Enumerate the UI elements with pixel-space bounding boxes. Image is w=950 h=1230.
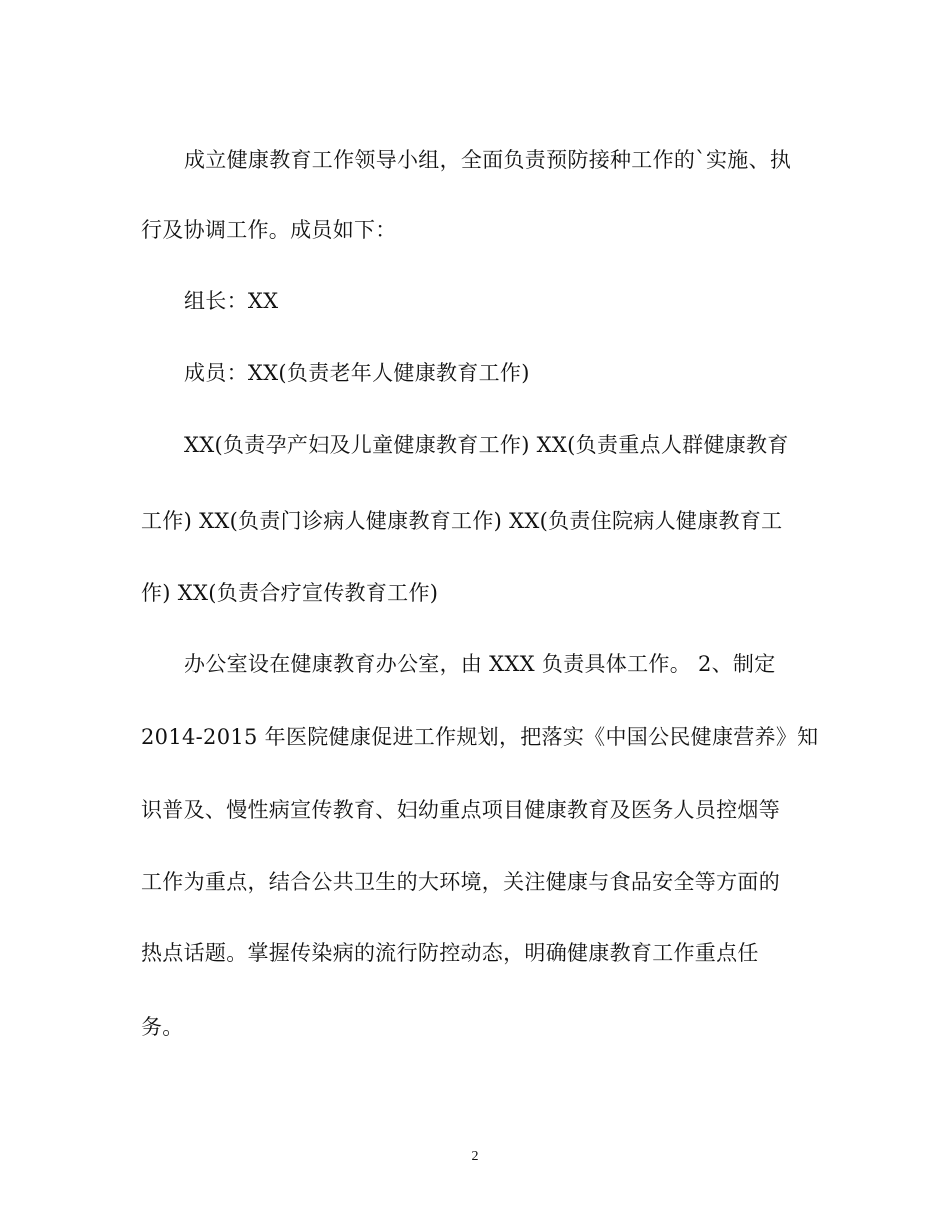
paragraph-line: 识普及、慢性病宣传教育、妇幼重点项目健康教育及医务人员控烟等 <box>141 798 780 822</box>
page-number: 2 <box>471 1149 479 1164</box>
paragraph-line: 行及协调工作。成员如下： <box>141 218 397 242</box>
paragraph-line: 工作为重点，结合公共卫生的大环境，关注健康与食品安全等方面的 <box>141 870 780 894</box>
paragraph-line: 2014-2015 年医院健康促进工作规划，把落实《中国公民健康营养》知 <box>141 725 819 749</box>
paragraph-line: XX(负责孕产妇及儿童健康教育工作) XX(负责重点人群健康教育 <box>184 433 789 457</box>
paragraph-line: 热点话题。掌握传染病的流行防控动态，明确健康教育工作重点任 <box>141 941 759 965</box>
paragraph-line: 办公室设在健康教育办公室，由 XXX 负责具体工作。 2、制定 <box>184 652 776 676</box>
paragraph-line: 务。 <box>141 1015 184 1039</box>
paragraph-line: 组长：XX <box>184 289 279 313</box>
paragraph-line: 成立健康教育工作领导小组，全面负责预防接种工作的`实施、执 <box>184 148 792 172</box>
paragraph-line: 成员：XX(负责老年人健康教育工作) <box>184 361 530 385</box>
paragraph-line: 工作) XX(负责门诊病人健康教育工作) XX(负责住院病人健康教育工 <box>141 509 783 533</box>
paragraph-line: 作) XX(负责合疗宣传教育工作) <box>141 581 439 605</box>
